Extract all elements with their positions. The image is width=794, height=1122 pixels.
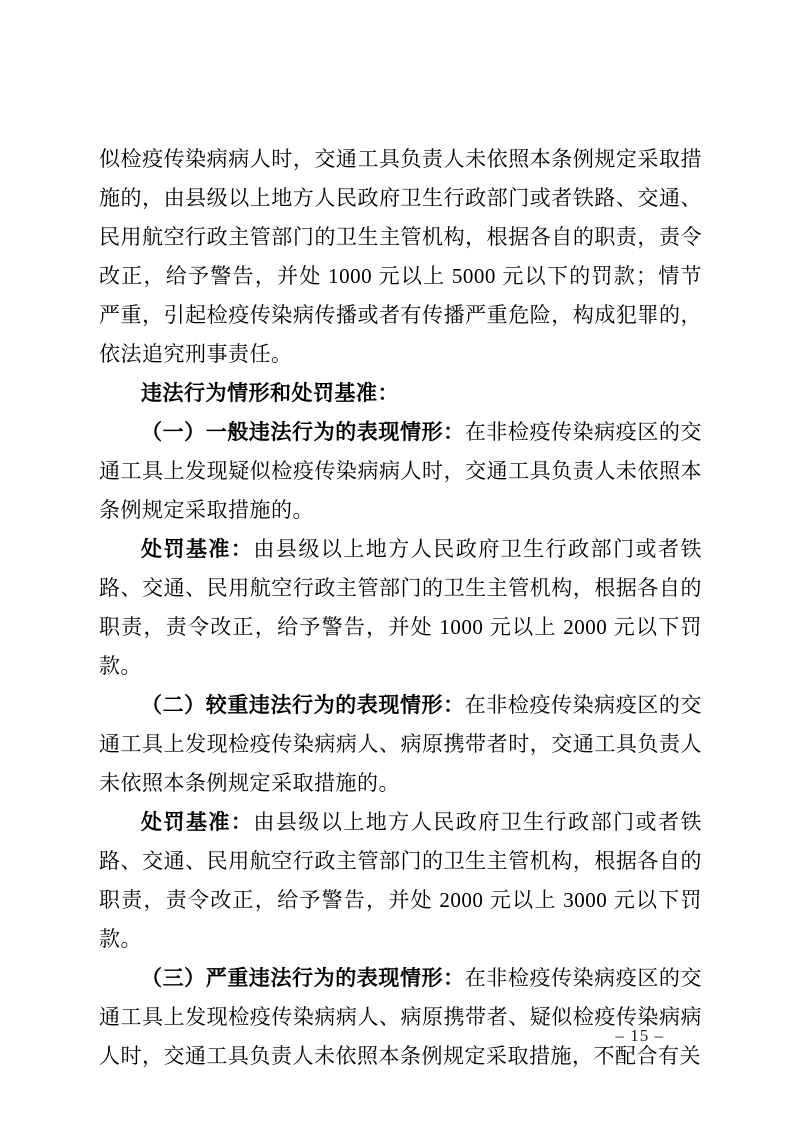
- paragraph-text: 由县级以上地方人民政府卫生行政部门或者铁路、交通、民用航空行政主管部门的卫生主管机构，根据各自的职责，责令改正，给予警告，并处 2000 元以上 3000 元以下罚款。: [99, 810, 703, 951]
- paragraph-text: 由县级以上地方人民政府卫生行政部门或者铁路、交通、民用航空行政主管部门的卫生主管机构，根据各自的职责，责令改正，给予警告，并处 1000 元以上 2000 元以下罚款。: [99, 537, 703, 678]
- section-heading-text: 违法行为情形和处罚基准：: [141, 381, 399, 405]
- paragraph-penalty-1: [99, 530, 702, 686]
- document-body: [99, 140, 702, 1076]
- paragraph-item-1: [99, 413, 702, 530]
- page-number: – 15 –: [615, 1026, 664, 1045]
- paragraph-text: 在非检疫传染病疫区的交通工具上发现检疫传染病病人、病原携带者时，交通工具负责人未依照本条例规定采取措施的。: [99, 693, 703, 795]
- paragraph-lead: 处罚基准：: [141, 537, 254, 561]
- paragraph-lead: （三）严重违法行为的表现情形：: [141, 966, 465, 990]
- paragraph-text: 在非检疫传染病疫区的交通工具上发现疑似检疫传染病病人时，交通工具负责人未依照本条例规定采取措施的。: [99, 420, 703, 522]
- paragraph-lead: （二）较重违法行为的表现情形：: [141, 693, 465, 717]
- section-heading: [99, 374, 702, 413]
- paragraph-lead: 处罚基准：: [141, 810, 254, 834]
- paragraph-item-2: [99, 686, 702, 803]
- paragraph-lead: （一）一般违法行为的表现情形：: [141, 420, 465, 444]
- paragraph-continuation: [99, 140, 702, 374]
- paragraph-item-3: [99, 959, 702, 1076]
- page-footer: [616, 1024, 665, 1048]
- paragraph-text: 似检疫传染病病人时，交通工具负责人未依照本条例规定采取措施的，由县级以上地方人民政府卫生行政部门或者铁路、交通、民用航空行政主管部门的卫生主管机构，根据各自的职责，责令改正，给予警告，并处 1000 元以上 5000 元以下的罚款；情节严重，引起检疫传染病传播或者有传播严重危险，构成犯罪的，依法追究刑事责任。: [99, 147, 702, 366]
- paragraph-text: 在非检疫传染病疫区的交通工具上发现检疫传染病病人、病原携带者、疑似检疫传染病病人时，交通工具负责人未依照本条例规定采取措施，不配合有关: [99, 966, 703, 1068]
- paragraph-penalty-2: [99, 803, 702, 959]
